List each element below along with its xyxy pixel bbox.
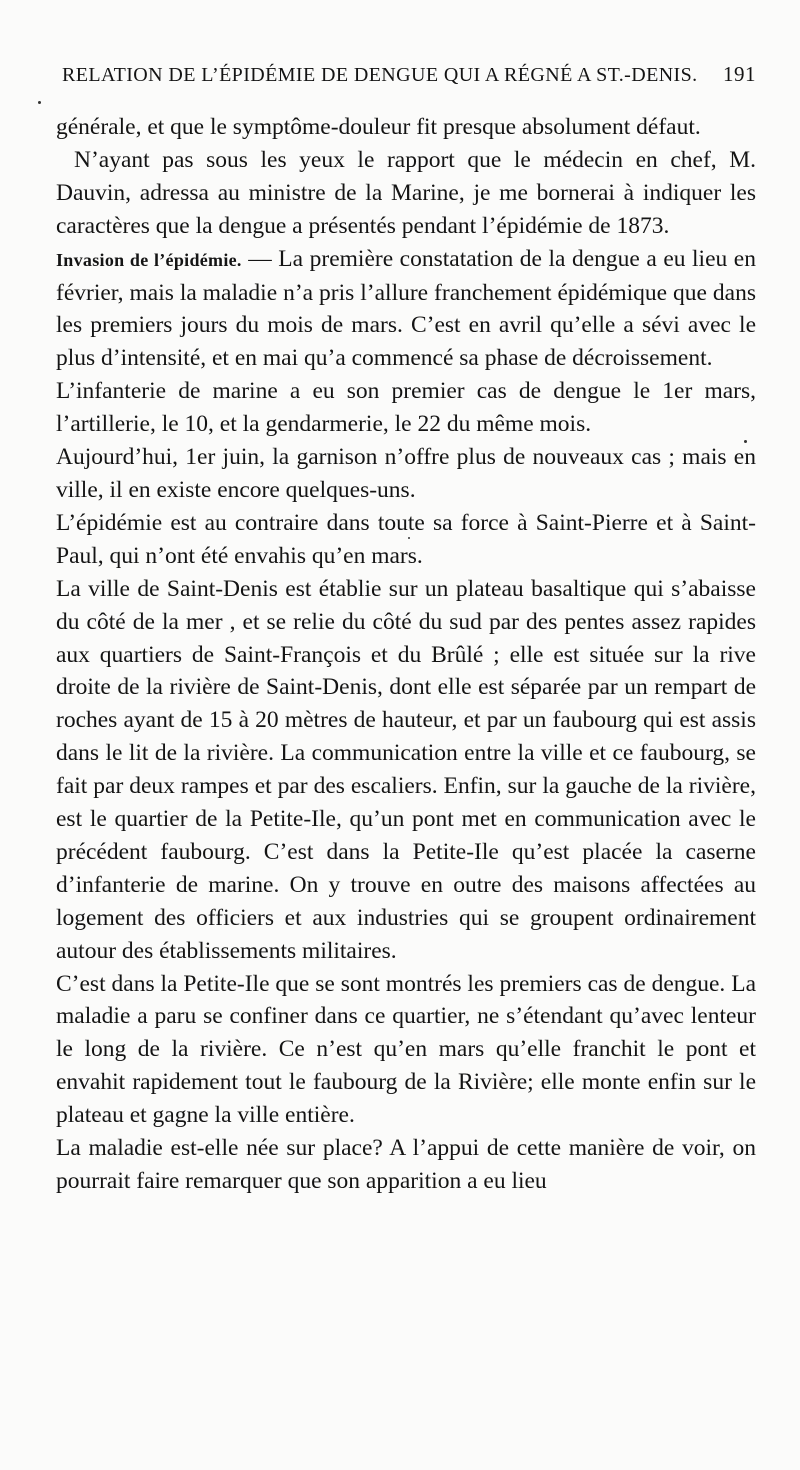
paragraph-7 bbox=[56, 573, 756, 968]
running-head bbox=[62, 62, 756, 87]
paragraph-text: La maladie est-elle née sur place? A l’appui de cette manière de voir, on pourrait faire remarquer que son apparition a eu lieu bbox=[56, 1135, 756, 1194]
paragraph-4 bbox=[56, 375, 756, 441]
print-speck bbox=[408, 537, 410, 539]
paragraph-text: L’infanterie de marine a eu son premier cas de dengue le 1er mars, l’artillerie, le 10, et la gendarmerie, le 22 du même mois. bbox=[56, 378, 756, 438]
paragraph-1 bbox=[56, 111, 756, 144]
paragraph-text: générale, et que le symptôme-douleur fit presque absolument défaut. bbox=[56, 114, 701, 140]
paragraph-6 bbox=[56, 507, 756, 573]
paragraph-8 bbox=[56, 968, 756, 1133]
print-speck bbox=[744, 440, 747, 443]
paragraph-3 bbox=[56, 243, 756, 376]
section-heading: Invasion de l’épidémie. bbox=[56, 249, 242, 270]
page-number: 191 bbox=[723, 62, 756, 86]
print-speck bbox=[38, 101, 41, 104]
paragraph-text: — La première constatation de la dengue a eu lieu en février, mais la maladie n’a pris l’allure franchement épidémique que dans les premiers jours du mois de mars. C’est en avril qu’elle a sévi avec le plus d’intensité, et en mai qu’a commencé sa phase de décroissement. bbox=[56, 245, 756, 372]
paragraph-text: Aujourd’hui, 1er juin, la garnison n’offre plus de nouveaux cas ; mais en ville, il en existe encore quelques-uns. bbox=[56, 444, 756, 503]
paragraph-text: N’ayant pas sous les yeux le rapport que le médecin en chef, M. Dauvin, adressa au ministre de la Marine, je me bornerai à indiquer les caractères que la dengue a présentés pendant l’épidémie de 1873. bbox=[56, 146, 756, 239]
paragraph-text: C’est dans la Petite-Ile que se sont montrés les premiers cas de dengue. La maladie a paru se confiner dans ce quartier, ne s’étendant qu’avec lenteur le long de la rivière. Ce n’est qu’en mars qu’elle franchit le pont et envahit rapidement tout le faubourg de la Rivière; elle monte enfin sur le plateau et gagne la ville entière. bbox=[56, 970, 756, 1129]
body-text bbox=[56, 111, 756, 1198]
paragraph-text: La ville de Saint-Denis est établie sur un plateau basaltique qui s’abaisse du côté de la mer , et se relie du côté du sud par des pentes assez rapides aux quartiers de Saint-François et du Brûlé ; elle est située sur la rive droite de la rivière de Saint-Denis, dont elle est séparée par un rempart de roches ayant de 15 à 20 mètres de hauteur, et par un faubourg qui est assis dans le lit de la rivière. La communication entre la ville et ce faubourg, se fait par deux rampes et par des escaliers. Enfin, sur la gauche de la rivière, est le quartier de la Petite-Ile, qu’un pont met en communication avec le précédent faubourg. C’est dans la Petite-Ile qu’est placée la caserne d’infanterie de marine. On y trouve en outre des maisons affectées au logement des officiers et aux industries qui se groupent ordinairement autour des établissements militaires. bbox=[56, 575, 756, 964]
paragraph-9 bbox=[56, 1132, 756, 1198]
paragraph-text: L’épidémie est au contraire dans toute sa force à Saint-Pierre et à Saint-Paul, qui n’ont été envahis qu’en mars. bbox=[56, 509, 756, 569]
paragraph-5 bbox=[56, 441, 756, 507]
running-title: RELATION DE L’ÉPIDÉMIE DE DENGUE QUI A RÉGNÉ A ST.-DENIS. bbox=[62, 64, 698, 86]
paragraph-2 bbox=[56, 144, 756, 243]
